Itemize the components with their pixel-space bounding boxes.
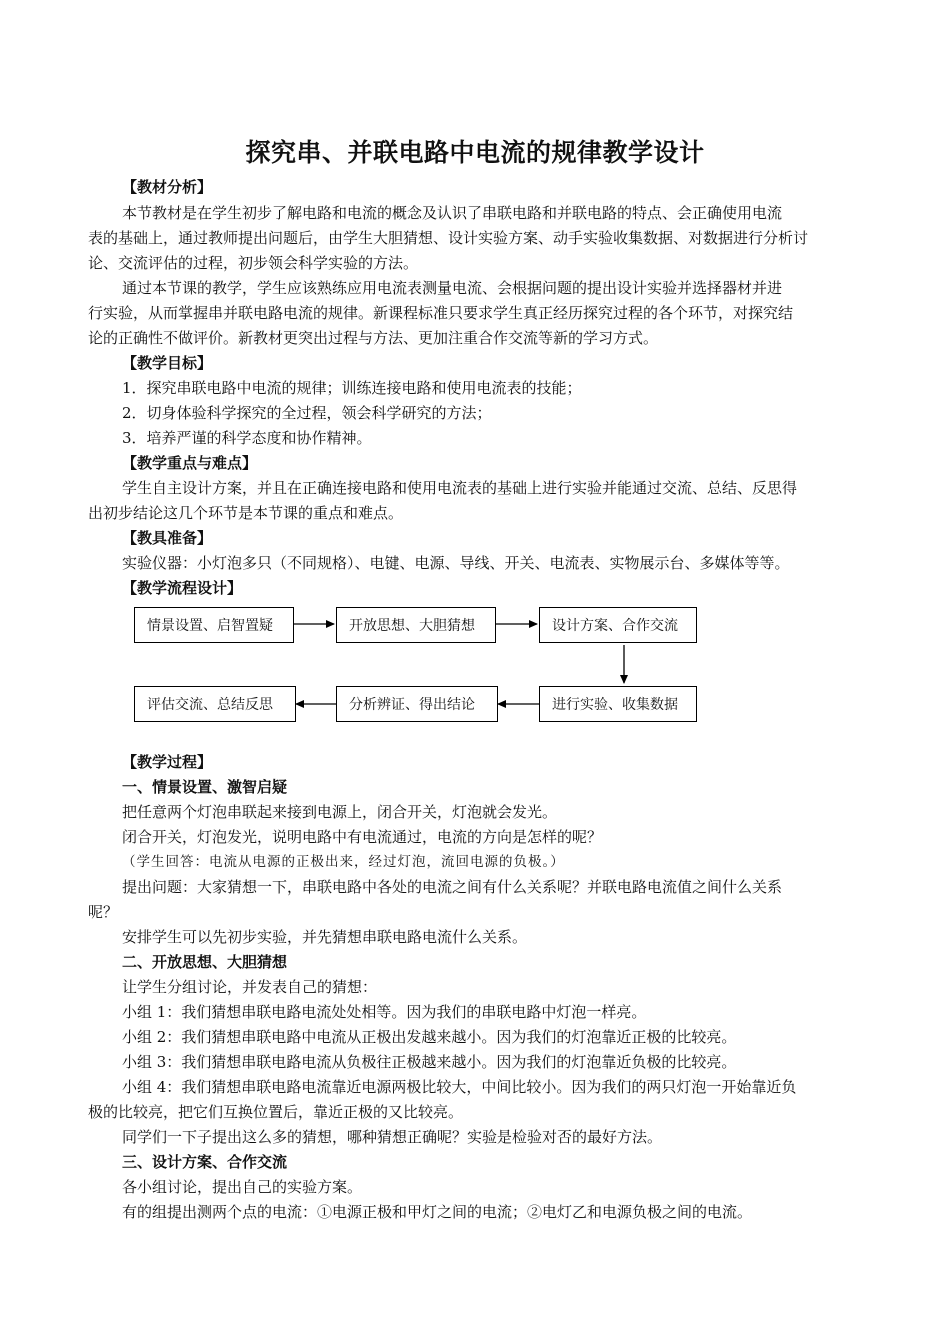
paragraph-line: 通过本节课的教学，学生应该熟练应用电流表测量电流、会根据问题的提出设计实验并选择器材并进 xyxy=(122,279,783,297)
paragraph-line: 把任意两个灯泡串联起来接到电源上，闭合开关，灯泡就会发光。 xyxy=(122,803,558,821)
goal-item: 3．培养严谨的科学态度和协作精神。 xyxy=(122,429,372,447)
heading-flow-design: 【教学流程设计】 xyxy=(122,579,243,597)
paragraph-line: 同学们一下子提出这么多的猜想，哪种猜想正确呢？实验是检验对否的最好方法。 xyxy=(122,1128,663,1146)
flow-step-2: 开放思想、大胆猜想 xyxy=(336,607,496,643)
paragraph-line: 呢？ xyxy=(88,903,119,921)
student-answer: （学生回答：电流从电源的正极出来，经过灯泡，流回电源的负极。） xyxy=(122,854,565,870)
group-guess: 小组 3：我们猜想串联电路电流从负极往正极越来越小。因为我们的灯泡靠近负极的比较亮。 xyxy=(122,1053,737,1071)
paragraph-line: 表的基础上，通过教师提出问题后，由学生大胆猜想、设计实验方案、动手实验收集数据、对数据进行分析讨 xyxy=(88,229,809,247)
flow-step-5: 分析辨证、得出结论 xyxy=(336,686,498,722)
flow-step-3: 设计方案、合作交流 xyxy=(539,607,697,643)
heading-key-points: 【教学重点与难点】 xyxy=(122,454,258,472)
heading-teaching-goals: 【教学目标】 xyxy=(122,354,213,372)
group-guess: 小组 2：我们猜想串联电路中电流从正极出发越来越小。因为我们的灯泡靠近正极的比较亮。 xyxy=(122,1028,737,1046)
flow-step-6: 评估交流、总结反思 xyxy=(134,686,296,722)
paragraph-line: 行实验，从而掌握串并联电路电流的规律。新课程标准只要求学生真正经历探究过程的各个环节，对探究结 xyxy=(88,304,794,322)
paragraph-line: 闭合开关，灯泡发光，说明电路中有电流通过，电流的方向是怎样的呢？ xyxy=(122,828,603,846)
heading-tools: 【教具准备】 xyxy=(122,529,213,547)
paragraph-line: 本节教材是在学生初步了解电路和电流的概念及认识了串联电路和并联电路的特点、会正确使用电流 xyxy=(122,204,783,222)
flow-step-4: 进行实验、收集数据 xyxy=(539,686,697,722)
heading-material-analysis: 【教材分析】 xyxy=(122,178,213,196)
goal-item: 1．探究串联电路中电流的规律；训练连接电路和使用电流表的技能； xyxy=(122,379,582,397)
subheading-part-3: 三、设计方案、合作交流 xyxy=(122,1153,288,1171)
paragraph-line: 各小组讨论，提出自己的实验方案。 xyxy=(122,1178,363,1196)
page-title: 探究串、并联电路中电流的规律教学设计 xyxy=(245,138,705,167)
paragraph-line: 出初步结论这几个环节是本节课的重点和难点。 xyxy=(88,504,404,522)
paragraph-line: 安排学生可以先初步实验，并先猜想串联电路电流什么关系。 xyxy=(122,928,528,946)
paragraph-line: 学生自主设计方案，并且在正确连接电路和使用电流表的基础上进行实验并能通过交流、总结、反思得 xyxy=(122,479,798,497)
paragraph-line: 有的组提出测两个点的电流：①电源正极和甲灯之间的电流；②电灯乙和电源负极之间的电流。 xyxy=(122,1203,753,1221)
group-guess: 小组 4：我们猜想串联电路电流靠近电源两极比较大，中间比较小。因为我们的两只灯泡一开始靠近负 xyxy=(122,1078,797,1096)
heading-teaching-process: 【教学过程】 xyxy=(122,753,213,771)
flow-step-1: 情景设置、启智置疑 xyxy=(134,607,294,643)
subheading-part-2: 二、开放思想、大胆猜想 xyxy=(122,953,288,971)
goal-item: 2．切身体验科学探究的全过程，领会科学研究的方法； xyxy=(122,404,492,422)
group-guess: 极的比较亮，把它们互换位置后，靠近正极的又比较亮。 xyxy=(88,1103,464,1121)
group-guess: 小组 1：我们猜想串联电路电流处处相等。因为我们的串联电路中灯泡一样亮。 xyxy=(122,1003,647,1021)
paragraph-line: 让学生分组讨论，并发表自己的猜想： xyxy=(122,978,378,996)
paragraph-line: 论的正确性不做评价。新教材更突出过程与方法、更加注重合作交流等新的学习方式。 xyxy=(88,329,659,347)
paragraph-line: 提出问题：大家猜想一下，串联电路中各处的电流之间有什么关系呢？并联电路电流值之间什么关系 xyxy=(122,878,783,896)
paragraph-line: 实验仪器：小灯泡多只（不同规格）、电键、电源、导线、开关、电流表、实物展示台、多媒体等等。 xyxy=(122,554,790,572)
paragraph-line: 论、交流评估的过程，初步领会科学实验的方法。 xyxy=(88,254,419,272)
subheading-part-1: 一、情景设置、激智启疑 xyxy=(122,778,288,796)
